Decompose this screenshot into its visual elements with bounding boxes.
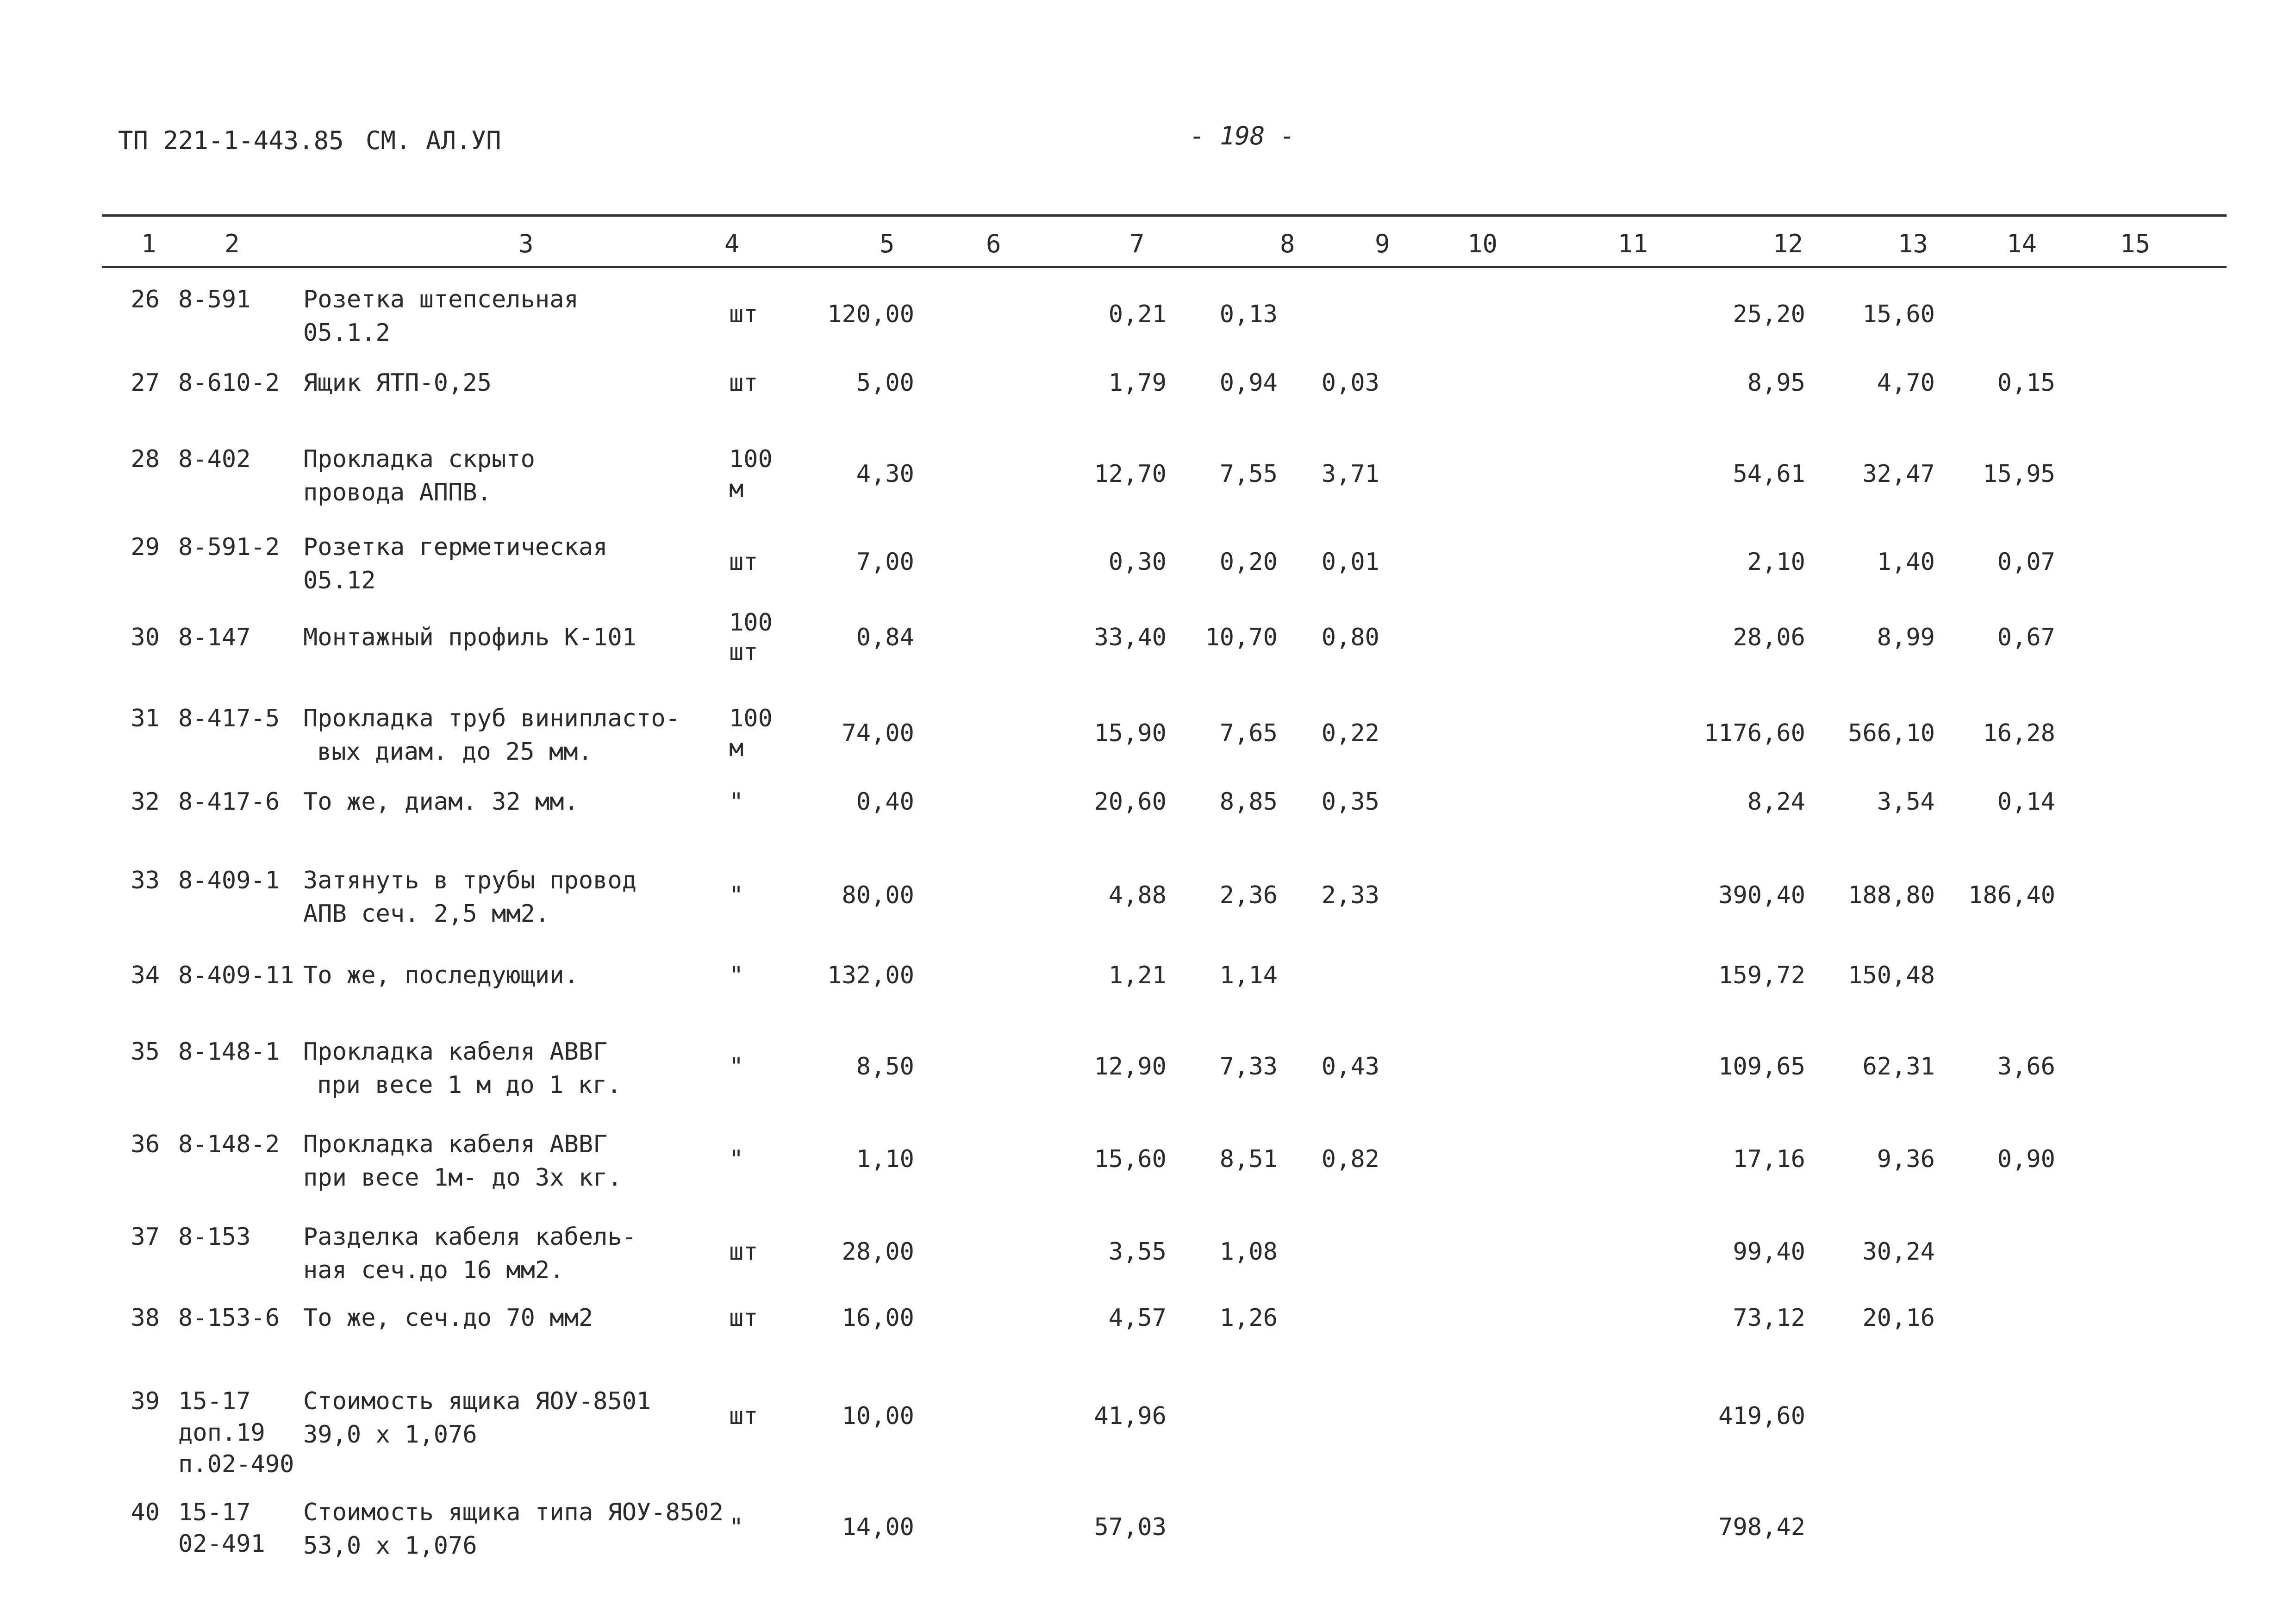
- rate-code: п.02-490: [178, 1450, 294, 1478]
- total-cost: 28,06: [1733, 624, 1805, 651]
- total-wages: 566,10: [1848, 719, 1935, 747]
- row-number: 30: [131, 624, 160, 651]
- rate-code: 8-153: [178, 1223, 251, 1251]
- unit-cost-total: 12,70: [1094, 460, 1167, 488]
- total-machines: 3,66: [1997, 1053, 2055, 1081]
- total-cost: 73,12: [1733, 1304, 1805, 1332]
- unit-cost-wages: 0,13: [1219, 300, 1278, 328]
- unit-cost-wages: 10,70: [1205, 624, 1278, 651]
- unit-cost-machines: 0,35: [1321, 788, 1379, 816]
- total-wages: 4,70: [1877, 369, 1935, 397]
- work-description: АПВ сеч. 2,5 мм2.: [303, 900, 550, 928]
- unit: шт: [729, 1238, 758, 1266]
- column-number: 15: [2120, 229, 2151, 258]
- total-machines: 15,95: [1983, 460, 2055, 488]
- total-cost: 17,16: [1733, 1145, 1805, 1173]
- unit-cost-wages: 7,65: [1219, 719, 1278, 747]
- work-description: провода АППВ.: [303, 479, 492, 506]
- rate-code: 8-591: [178, 286, 251, 313]
- quantity: 120,00: [827, 300, 914, 328]
- unit-cost-total: 12,90: [1094, 1053, 1167, 1081]
- total-cost: 798,42: [1718, 1513, 1805, 1541]
- unit-cost-machines: 0,43: [1321, 1053, 1379, 1081]
- unit: шт: [729, 638, 758, 666]
- unit-cost-wages: 1,08: [1219, 1238, 1278, 1266]
- row-number: 34: [131, 962, 160, 989]
- quantity: 0,84: [856, 624, 914, 651]
- quantity: 4,30: [856, 460, 914, 488]
- column-number: 5: [880, 229, 895, 258]
- quantity: 5,00: [856, 369, 914, 397]
- work-description: Разделка кабеля кабель-: [303, 1223, 637, 1251]
- unit-cost-total: 0,21: [1108, 300, 1167, 328]
- row-number: 33: [131, 867, 160, 894]
- rate-code: 8-147: [178, 624, 251, 651]
- row-number: 29: [131, 533, 160, 561]
- rate-code: 02-491: [178, 1530, 265, 1558]
- rate-code: 8-610-2: [178, 369, 280, 397]
- unit-cost-wages: 1,14: [1219, 962, 1278, 989]
- unit-cost-wages: 0,20: [1219, 548, 1278, 576]
- row-number: 40: [131, 1499, 160, 1526]
- total-cost: 1176,60: [1703, 719, 1805, 747]
- rate-code: 8-591-2: [178, 533, 280, 561]
- rate-code: 8-153-6: [178, 1304, 280, 1332]
- unit: м: [729, 475, 744, 503]
- total-cost: 25,20: [1733, 300, 1805, 328]
- rate-code: доп.19: [178, 1419, 265, 1447]
- total-cost: 54,61: [1733, 460, 1805, 488]
- unit-cost-total: 15,90: [1094, 719, 1167, 747]
- unit-cost-total: 3,55: [1108, 1238, 1167, 1266]
- total-cost: 109,65: [1718, 1053, 1805, 1081]
- unit: ": [729, 881, 744, 909]
- total-cost: 2,10: [1747, 548, 1805, 576]
- column-number: 10: [1467, 229, 1498, 258]
- column-number: 11: [1618, 229, 1648, 258]
- unit: шт: [729, 1304, 758, 1332]
- total-wages: 8,99: [1877, 624, 1935, 651]
- quantity: 8,50: [856, 1053, 914, 1081]
- quantity: 14,00: [842, 1513, 914, 1541]
- work-description: Прокладка кабеля АВВГ: [303, 1131, 608, 1158]
- column-number: 7: [1129, 229, 1145, 258]
- unit-cost-total: 57,03: [1094, 1513, 1167, 1541]
- rate-code: 8-417-5: [178, 705, 280, 732]
- work-description: Прокладка скрыто: [303, 445, 535, 473]
- total-wages: 32,47: [1862, 460, 1935, 488]
- rate-code: 8-148-1: [178, 1038, 280, 1066]
- total-machines: 186,40: [1968, 881, 2055, 909]
- total-machines: 0,07: [1997, 548, 2055, 576]
- table-header-rule: [102, 266, 2227, 268]
- work-description: Розетка герметическая: [303, 533, 608, 561]
- rate-code: 8-409-1: [178, 867, 280, 894]
- work-description: 53,0 х 1,076: [303, 1532, 477, 1560]
- unit-cost-total: 33,40: [1094, 624, 1167, 651]
- total-wages: 30,24: [1862, 1238, 1935, 1266]
- work-description: Ящик ЯТП-0,25: [303, 369, 492, 397]
- row-number: 35: [131, 1038, 160, 1066]
- unit-cost-wages: 7,55: [1219, 460, 1278, 488]
- total-wages: 3,54: [1877, 788, 1935, 816]
- unit-cost-machines: 0,80: [1321, 624, 1379, 651]
- column-number: 2: [225, 229, 240, 258]
- total-machines: 16,28: [1983, 719, 2055, 747]
- unit-cost-machines: 3,71: [1321, 460, 1379, 488]
- unit-cost-wages: 2,36: [1219, 881, 1278, 909]
- total-cost: 390,40: [1718, 881, 1805, 909]
- total-wages: 150,48: [1848, 962, 1935, 989]
- column-number: 3: [518, 229, 534, 258]
- work-description: Прокладка кабеля АВВГ: [303, 1038, 608, 1066]
- work-description: 05.1.2: [303, 319, 390, 347]
- unit: ": [729, 1145, 744, 1173]
- row-number: 26: [131, 286, 160, 313]
- column-number: 1: [141, 229, 156, 258]
- total-cost: 159,72: [1718, 962, 1805, 989]
- unit-cost-total: 4,57: [1108, 1304, 1167, 1332]
- row-number: 37: [131, 1223, 160, 1251]
- total-wages: 9,36: [1877, 1145, 1935, 1173]
- column-number: 4: [724, 229, 740, 258]
- row-number: 31: [131, 705, 160, 732]
- unit: ": [729, 1513, 744, 1541]
- column-number: 9: [1375, 229, 1390, 258]
- table-top-rule: [102, 214, 2227, 217]
- work-description: То же, сеч.до 70 мм2: [303, 1304, 593, 1332]
- row-number: 36: [131, 1131, 160, 1158]
- unit-cost-total: 1,21: [1108, 962, 1167, 989]
- unit: шт: [729, 1402, 758, 1430]
- work-description: Розетка штепсельная: [303, 286, 579, 313]
- total-cost: 8,24: [1747, 788, 1805, 816]
- unit-cost-total: 41,96: [1094, 1402, 1167, 1430]
- unit: м: [729, 734, 744, 762]
- unit-cost-machines: 0,82: [1321, 1145, 1379, 1173]
- work-description: Монтажный профиль К-101: [303, 624, 637, 651]
- column-number: 14: [2007, 229, 2037, 258]
- work-description: 39,0 х 1,076: [303, 1421, 477, 1449]
- unit: шт: [729, 369, 758, 397]
- work-description: при весе 1 м до 1 кг.: [317, 1071, 622, 1099]
- unit: ": [729, 1053, 744, 1081]
- total-wages: 20,16: [1862, 1304, 1935, 1332]
- work-description: 05.12: [303, 567, 376, 594]
- unit-cost-wages: 7,33: [1219, 1053, 1278, 1081]
- work-description: вых диам. до 25 мм.: [317, 738, 593, 766]
- rate-code: 8-402: [178, 445, 251, 473]
- total-machines: 0,15: [1997, 369, 2055, 397]
- unit: 100: [729, 609, 773, 637]
- row-number: 38: [131, 1304, 160, 1332]
- column-number: 8: [1280, 229, 1295, 258]
- column-number: 6: [986, 229, 1001, 258]
- unit: ": [729, 962, 744, 989]
- quantity: 7,00: [856, 548, 914, 576]
- unit: шт: [729, 300, 758, 328]
- rate-code: 15-17: [178, 1387, 251, 1415]
- work-description: То же, диам. 32 мм.: [303, 788, 579, 816]
- unit-cost-wages: 1,26: [1219, 1304, 1278, 1332]
- album-reference: СМ. АЛ.УП: [366, 126, 501, 155]
- total-cost: 8,95: [1747, 369, 1805, 397]
- column-number: 13: [1898, 229, 1928, 258]
- row-number: 39: [131, 1387, 160, 1415]
- unit: шт: [729, 548, 758, 576]
- unit-cost-machines: 2,33: [1321, 881, 1379, 909]
- unit-cost-wages: 8,51: [1219, 1145, 1278, 1173]
- unit-cost-total: 15,60: [1094, 1145, 1167, 1173]
- document-code: ТП 221-1-443.85: [118, 126, 344, 155]
- page-number: - 198 -: [1190, 121, 1295, 150]
- unit-cost-machines: 0,01: [1321, 548, 1379, 576]
- total-wages: 15,60: [1862, 300, 1935, 328]
- quantity: 0,40: [856, 788, 914, 816]
- unit-cost-wages: 0,94: [1219, 369, 1278, 397]
- row-number: 32: [131, 788, 160, 816]
- unit-cost-total: 4,88: [1108, 881, 1167, 909]
- total-cost: 419,60: [1718, 1402, 1805, 1430]
- unit: ": [729, 788, 744, 816]
- quantity: 74,00: [842, 719, 914, 747]
- column-number: 12: [1773, 229, 1803, 258]
- total-wages: 188,80: [1848, 881, 1935, 909]
- quantity: 132,00: [827, 962, 914, 989]
- unit: 100: [729, 445, 773, 473]
- quantity: 10,00: [842, 1402, 914, 1430]
- total-machines: 0,90: [1997, 1145, 2055, 1173]
- unit-cost-total: 1,79: [1108, 369, 1167, 397]
- row-number: 28: [131, 445, 160, 473]
- work-description: при весе 1м- до 3х кг.: [303, 1164, 622, 1192]
- unit: 100: [729, 705, 773, 732]
- work-description: Стоимость ящика ЯОУ-8501: [303, 1387, 651, 1415]
- work-description: То же, последующии.: [303, 962, 579, 989]
- total-machines: 0,14: [1997, 788, 2055, 816]
- rate-code: 8-148-2: [178, 1131, 280, 1158]
- work-description: Прокладка труб винипласто-: [303, 705, 680, 732]
- unit-cost-wages: 8,85: [1219, 788, 1278, 816]
- total-wages: 1,40: [1877, 548, 1935, 576]
- rate-code: 15-17: [178, 1499, 251, 1526]
- work-description: Затянуть в трубы провод: [303, 867, 637, 894]
- total-cost: 99,40: [1733, 1238, 1805, 1266]
- total-machines: 0,67: [1997, 624, 2055, 651]
- unit-cost-machines: 0,03: [1321, 369, 1379, 397]
- unit-cost-machines: 0,22: [1321, 719, 1379, 747]
- unit-cost-total: 0,30: [1108, 548, 1167, 576]
- rate-code: 8-417-6: [178, 788, 280, 816]
- work-description: Стоимость ящика типа ЯОУ-8502: [303, 1499, 724, 1526]
- total-wages: 62,31: [1862, 1053, 1935, 1081]
- row-number: 27: [131, 369, 160, 397]
- quantity: 80,00: [842, 881, 914, 909]
- quantity: 28,00: [842, 1238, 914, 1266]
- unit-cost-total: 20,60: [1094, 788, 1167, 816]
- work-description: ная сеч.до 16 мм2.: [303, 1256, 564, 1284]
- quantity: 16,00: [842, 1304, 914, 1332]
- rate-code: 8-409-11: [178, 962, 294, 989]
- quantity: 1,10: [856, 1145, 914, 1173]
